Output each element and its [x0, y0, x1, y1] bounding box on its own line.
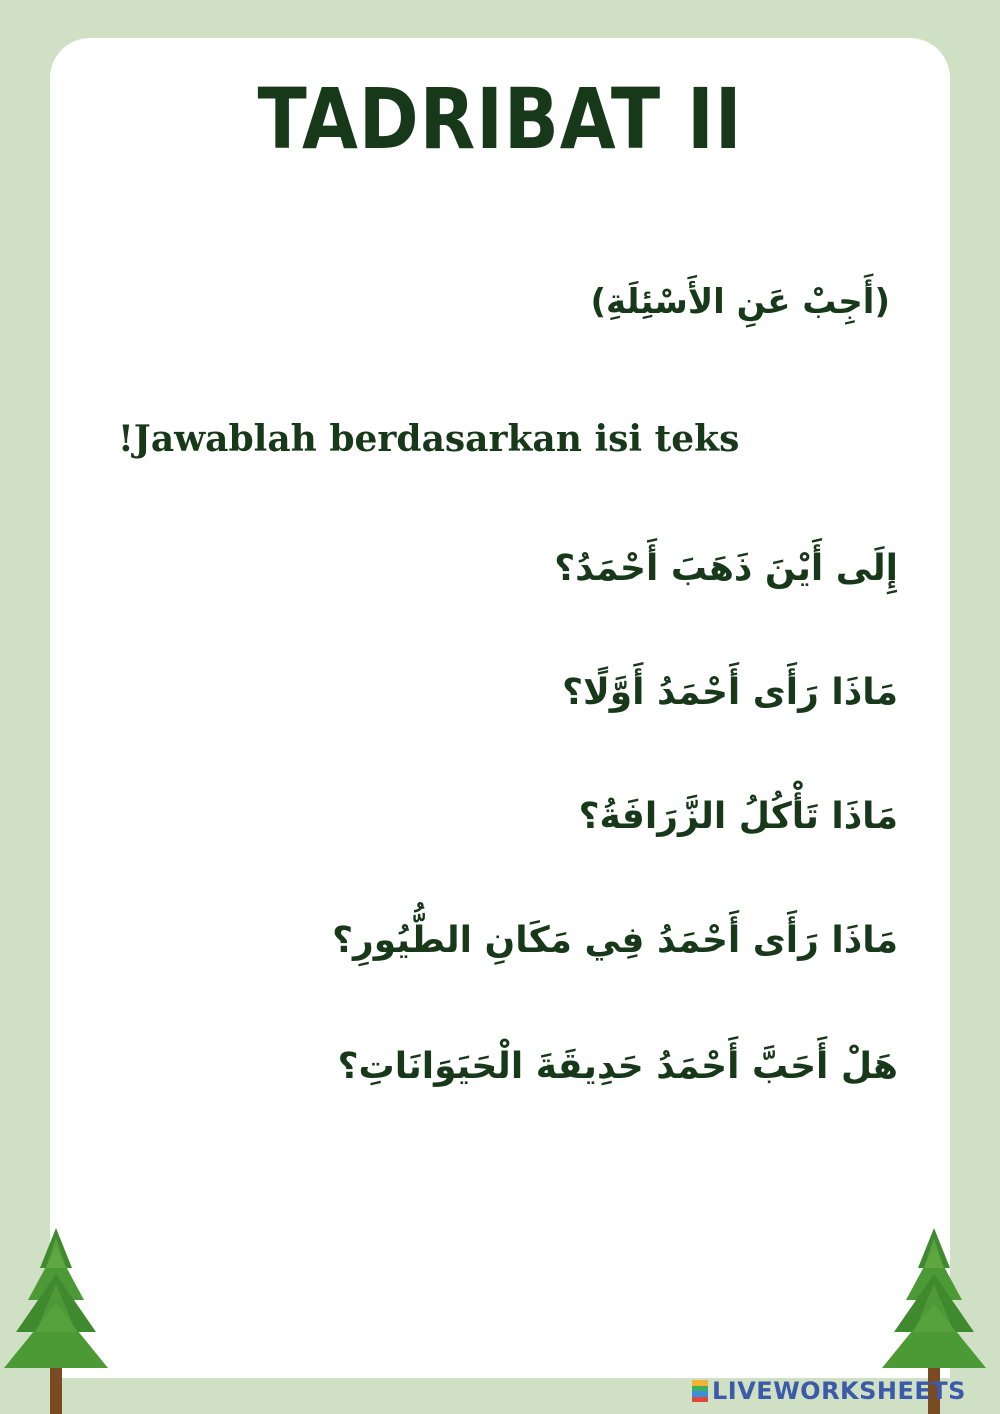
- instruction-arabic: (أَجِبْ عَنِ الأَسْئِلَةِ): [590, 282, 890, 322]
- question-1: إِلَى أَيْنَ ذَهَبَ أَحْمَدُ؟: [554, 548, 898, 589]
- question-4: مَاذَا رَأَى أَحْمَدُ فِي مَكَانِ الطُّيُورِ؟: [332, 920, 898, 961]
- question-5: هَلْ أَحَبَّ أَحْمَدُ حَدِيقَةَ الْحَيَوَانَاتِ؟: [337, 1046, 898, 1087]
- liveworksheets-logo-icon: [692, 1380, 708, 1402]
- question-2: مَاذَا رَأَى أَحْمَدُ أَوَّلًا؟: [562, 672, 898, 713]
- instruction-indonesian: !Jawablah berdasarkan isi teks: [118, 418, 740, 460]
- pine-tree-icon: [0, 1228, 112, 1414]
- question-3: مَاذَا تَأْكُلُ الزَّرَافَةُ؟: [578, 796, 898, 837]
- page-title: TADRIBAT II: [257, 70, 743, 168]
- watermark-text: LIVEWORKSHEETS: [712, 1377, 966, 1405]
- liveworksheets-watermark: [692, 1376, 966, 1406]
